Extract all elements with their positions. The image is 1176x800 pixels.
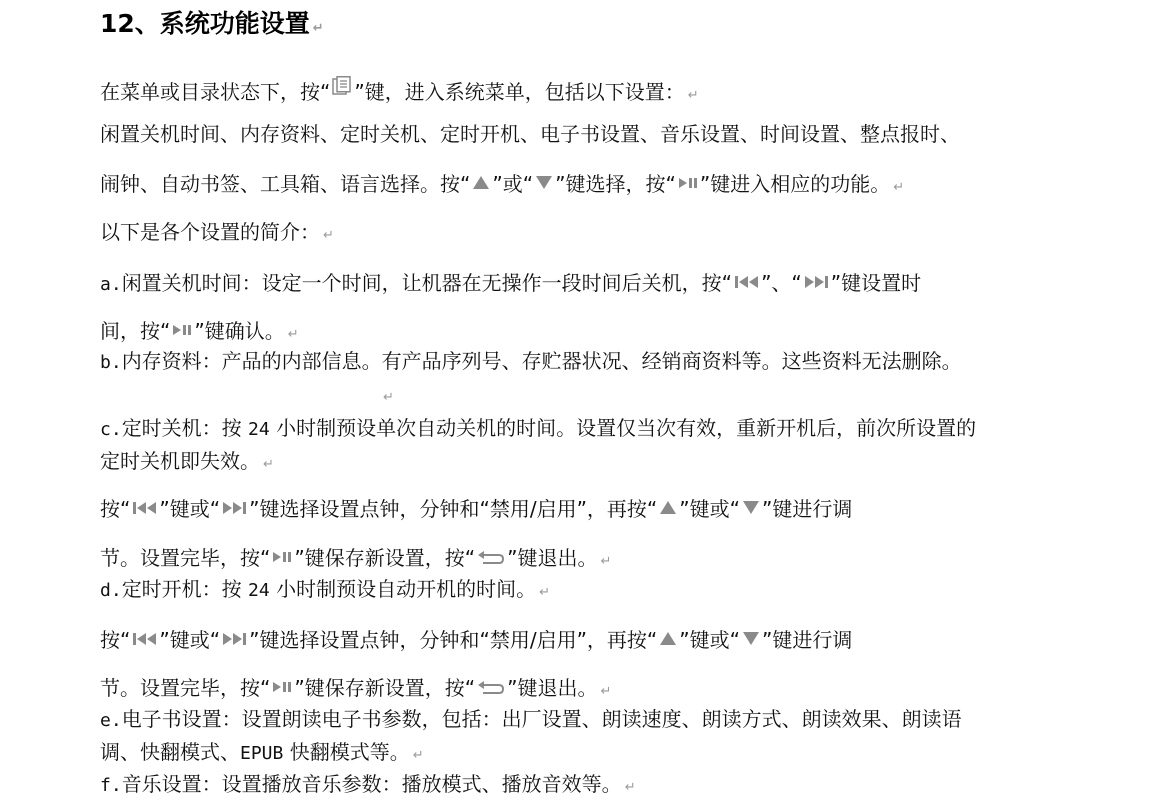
number-span: 24 (248, 419, 270, 440)
back-return-icon (477, 679, 505, 695)
paragraph-mark: ↵ (600, 554, 612, 569)
text-span: 定时关机：按 (121, 416, 242, 440)
text-span: ”或“ (492, 172, 534, 196)
item-c-line2 (100, 449, 274, 477)
up-triangle-icon (659, 631, 677, 646)
text-span: ”、“ (761, 271, 802, 295)
item-e-line1 (100, 707, 962, 733)
text-span: 节。设置完毕，按“ (100, 546, 271, 570)
item-b-line1 (100, 349, 962, 375)
text-span: ”键，进入系统菜单，包括以下设置： (354, 80, 685, 104)
down-triangle-icon (742, 631, 760, 646)
text-span: ”键退出。 (507, 546, 598, 570)
down-triangle-icon (535, 175, 553, 190)
next-track-icon (222, 632, 247, 646)
text-span: 电子书设置：设置朗读电子书参数，包括：出厂设置、朗读速度、朗读方式、朗读效果、朗读语 (121, 707, 962, 731)
item-d-save-line (100, 676, 611, 704)
paragraph-mark: ↵ (287, 327, 299, 342)
section-heading (100, 4, 324, 40)
number-span: 24 (248, 580, 270, 601)
line-intro (100, 220, 334, 248)
item-label: c. (100, 419, 122, 440)
play-pause-icon (272, 550, 292, 564)
text-span: 调、快翻模式、 (100, 740, 240, 764)
empty-paragraph (380, 382, 394, 410)
text-span: ”键确认。 (194, 319, 285, 343)
next-track-icon (222, 501, 247, 515)
item-c-line1 (100, 416, 976, 442)
item-c-nav-line (100, 497, 852, 521)
item-label: b. (100, 352, 122, 373)
previous-track-icon (132, 632, 157, 646)
text-span: 闹钟、自动书签、工具箱、语言选择。按“ (100, 172, 471, 196)
paragraph-mark: ↵ (893, 180, 905, 195)
paragraph-mark: ↵ (412, 748, 424, 763)
play-pause-icon (272, 680, 292, 694)
text-span: ”键退出。 (507, 676, 598, 700)
text-span: 闲置关机时间：设定一个时间，让机器在无操作一段时间后关机，按“ (121, 271, 733, 295)
heading-text: 12、系统功能设置 (100, 9, 310, 38)
text-span: EPUB (240, 743, 284, 764)
menu-icon (332, 76, 352, 96)
text-span: ”键进行调 (762, 497, 853, 521)
text-span: ”键设置时 (830, 271, 922, 295)
item-d-nav-line (100, 628, 852, 652)
text-span: ”键选择设置点钟，分钟和“禁用/启用”，再按“ (249, 628, 658, 652)
text-span: ”键进行调 (762, 628, 853, 652)
paragraph-mark: ↵ (383, 390, 394, 405)
text-span: 小时制预设单次自动关机的时间。设置仅当次有效，重新开机后，前次所设置的 (276, 416, 977, 440)
item-f-line1 (100, 772, 636, 800)
paragraph-mark: ↵ (312, 21, 324, 36)
item-label: d. (100, 580, 122, 601)
text-span: ”键进入相应的功能。 (699, 172, 891, 196)
text-span: ”键或“ (159, 628, 221, 652)
text-span: 按“ (100, 628, 131, 652)
text-span: 节。设置完毕，按“ (100, 676, 271, 700)
text-span: ”键保存新设置，按“ (294, 546, 476, 570)
text-span: 小时制预设自动开机的时间。 (276, 577, 537, 601)
next-track-icon (804, 275, 829, 289)
paragraph-mark: ↵ (539, 585, 550, 600)
text-span: 以下是各个设置的简介： (100, 220, 320, 244)
text-span: 闲置关机时间、内存资料、定时关机、定时开机、电子书设置、音乐设置、时间设置、整点报时、 (100, 122, 960, 146)
play-pause-icon (172, 323, 192, 337)
item-d-line1 (100, 577, 550, 605)
item-a-line2 (100, 319, 299, 347)
paragraph-mark: ↵ (600, 684, 612, 699)
text-span: ”键选择设置点钟，分钟和“禁用/启用”，再按“ (249, 497, 658, 521)
item-label: f. (100, 775, 122, 796)
line-menu-intro (100, 80, 699, 108)
up-triangle-icon (472, 175, 490, 190)
text-span: ”键或“ (679, 628, 741, 652)
text-span: 定时开机：按 (121, 577, 242, 601)
line-settings-select (100, 172, 904, 200)
text-span: ”键保存新设置，按“ (294, 676, 476, 700)
paragraph-mark: ↵ (624, 780, 636, 795)
text-span: 快翻模式等。 (289, 740, 410, 764)
paragraph-mark: ↵ (263, 457, 274, 472)
previous-track-icon (734, 275, 759, 289)
text-span: 在菜单或目录状态下，按“ (100, 80, 331, 104)
text-span: ”键或“ (679, 497, 741, 521)
line-settings-list (100, 122, 960, 146)
text-span: 间，按“ (100, 319, 171, 343)
item-label: a. (100, 274, 122, 295)
play-pause-icon (678, 176, 698, 190)
paragraph-mark: ↵ (323, 228, 334, 243)
text-span: 定时关机即失效。 (100, 449, 260, 473)
text-span: 音乐设置：设置播放音乐参数：播放模式、播放音效等。 (121, 772, 622, 796)
item-e-line2 (100, 740, 424, 768)
down-triangle-icon (742, 500, 760, 515)
text-span: ”键或“ (159, 497, 221, 521)
text-span: ”键选择，按“ (555, 172, 676, 196)
text-span: 按“ (100, 497, 131, 521)
item-a-line1 (100, 271, 921, 297)
item-label: e. (100, 710, 122, 731)
paragraph-mark: ↵ (687, 88, 699, 103)
text-span: 内存资料：产品的内部信息。有产品序列号、存贮器状况、经销商资料等。这些资料无法删除。 (121, 349, 962, 373)
item-c-save-line (100, 546, 611, 574)
previous-track-icon (132, 501, 157, 515)
up-triangle-icon (659, 500, 677, 515)
back-return-icon (477, 549, 505, 565)
